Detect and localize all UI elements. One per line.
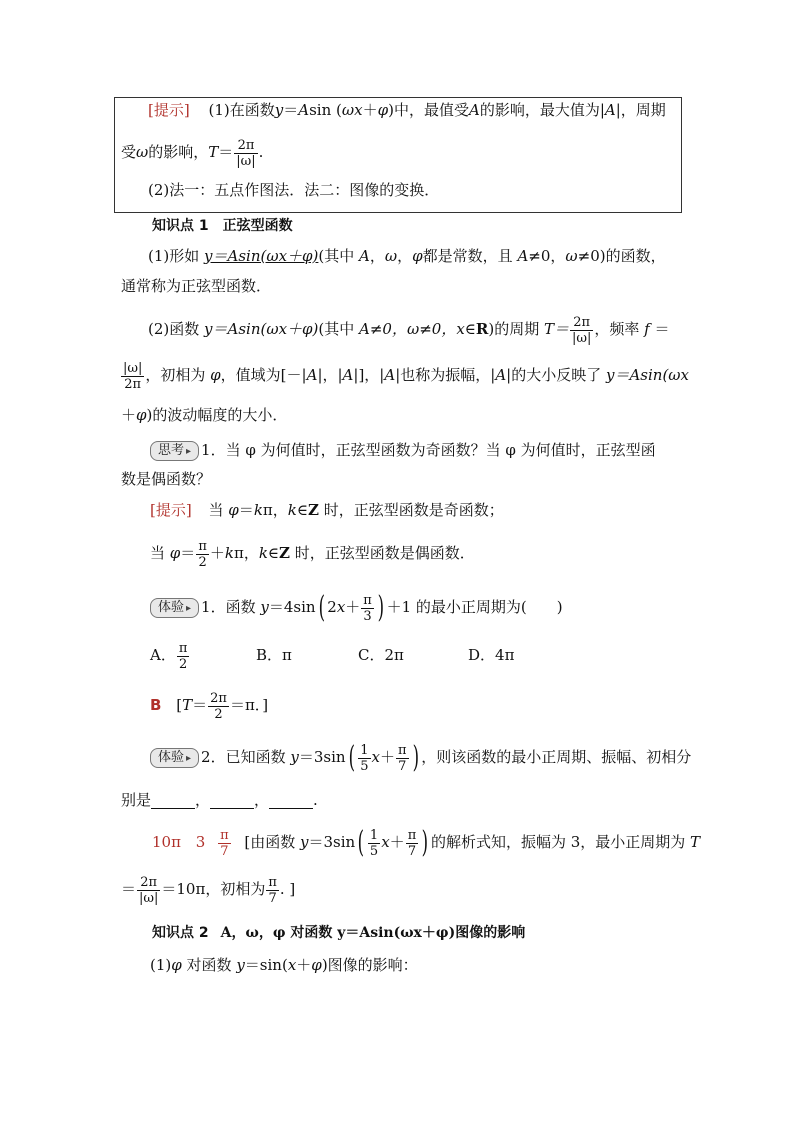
hint-line-2: 受ω的影响，T＝ $\frac{2\pi}{|\omega|}$ .	[121, 137, 264, 169]
period-fraction: $\frac{2\pi}{|\omega|}$	[236, 137, 256, 169]
option-c: C．2π	[358, 646, 404, 664]
kp1-p2-line2: $\frac{|\omega|}{2\pi}$ ，初相为 φ，值域为[－|A|，|A|]，|A|也称为振幅，|A|的大小反映了 y＝Asin(ωx	[123, 360, 689, 392]
exp1-question: 体验 ▸ 1．函数 y＝4sin( 2x＋ $\frac{\pi}{3}$ ) ＋1 的最小正周期为( )	[150, 590, 563, 624]
exp2-tag: 体验 ▸	[150, 748, 199, 768]
think-tag: 思考 ▸	[150, 441, 199, 461]
option-b: B．π	[256, 646, 292, 664]
kp1-p2-line3: ＋φ)的波动幅度的大小．	[121, 406, 288, 424]
think-question-line2: 数是偶函数？	[121, 470, 212, 488]
kp1-p1-line1: (1)形如 y＝Asin(ωx＋φ)(其中 A，ω，φ都是常数，且 A≠0，ω≠0)的函数，	[148, 247, 666, 265]
frequency-fraction: $\frac{|\omega|}{2\pi}$	[123, 360, 143, 392]
exp1-tag: 体验 ▸	[150, 598, 199, 618]
kp1-title: 知识点 1 正弦型函数	[152, 218, 293, 234]
kp1-p1-line2: 通常称为正弦型函数．	[121, 277, 272, 295]
answer-phase: $\frac{\pi}{7}$	[220, 827, 229, 859]
kp2-p1: (1)φ 对函数 y＝sin(x＋φ)图像的影响：	[150, 956, 418, 974]
think-hint-tag: [提示]	[150, 501, 192, 519]
exp2-solution-line2: ＝ $\frac{2\pi}{|\omega|}$ ＝10π，初相为 $\frac{\pi}{7}$ . ]	[121, 874, 296, 906]
kp1-p2-line1: (2)函数 y＝Asin(ωx＋φ)(其中 A≠0，ω≠0，x∈R)的周期 T＝ $\frac{2\pi}{|\omega|}$ ，频率 f ＝	[148, 314, 670, 346]
think-hint-line2: 当 φ＝ $\frac{\pi}{2}$ ＋kπ，k∈Z 时，正弦型函数是偶函数．	[150, 538, 475, 570]
think-question-line1: 思考 ▸ 1．当 φ 为何值时，正弦型函数为奇函数？当 φ 为何值时，正弦型函	[150, 440, 656, 461]
option-d: D．4π	[468, 646, 515, 664]
exp2-question-line2: 别是 ， ， .	[121, 791, 318, 809]
exp1-answer: B [T＝ $\frac{2\pi}{2}$ ＝π．]	[150, 690, 269, 722]
answer-blank-1[interactable]	[151, 794, 195, 809]
hint-line-1: [提示] (1)在函数y＝Asin (ωx＋φ)中，最值受A的影响，最大值为|A|，周期	[148, 101, 666, 119]
think-hint-line1: [提示] 当 φ＝kπ，k∈Z 时，正弦型函数是奇函数；	[150, 501, 504, 519]
hint-line-3: (2)法一：五点作图法．法二：图像的变换．	[148, 181, 440, 199]
period-fraction: $\frac{2\pi}{|\omega|}$	[572, 314, 592, 346]
option-a: A． $\frac{\pi}{2}$	[150, 640, 188, 672]
pi-over-2-fraction: $\frac{\pi}{2}$	[198, 538, 207, 570]
answer-letter: B	[150, 696, 162, 714]
general-form: y＝Asin(ωx＋φ)	[204, 247, 319, 265]
kp2-title: 知识点 2 A，ω，φ 对函数 y＝Asin(ωx＋φ)图像的影响	[152, 925, 526, 941]
answer-blank-3[interactable]	[269, 794, 313, 809]
exp2-solution-line1: 10π 3 $\frac{\pi}{7}$ [由函数 y＝3sin( $\frac{1}{5}$ x＋ $\frac{\pi}{7}$ ) 的解析式知，振幅为 3，最小正周期为 T	[152, 825, 701, 860]
answer-period: 10π	[152, 833, 181, 851]
hint-tag: [提示]	[148, 101, 190, 119]
answer-amplitude: 3	[195, 833, 206, 851]
answer-blank-2[interactable]	[210, 794, 254, 809]
exp2-question-line1: 体验 ▸ 2．已知函数 y＝3sin( $\frac{1}{5}$ x＋ $\frac{\pi}{7}$ ) ，则该函数的最小正周期、振幅、初相分	[150, 740, 691, 774]
